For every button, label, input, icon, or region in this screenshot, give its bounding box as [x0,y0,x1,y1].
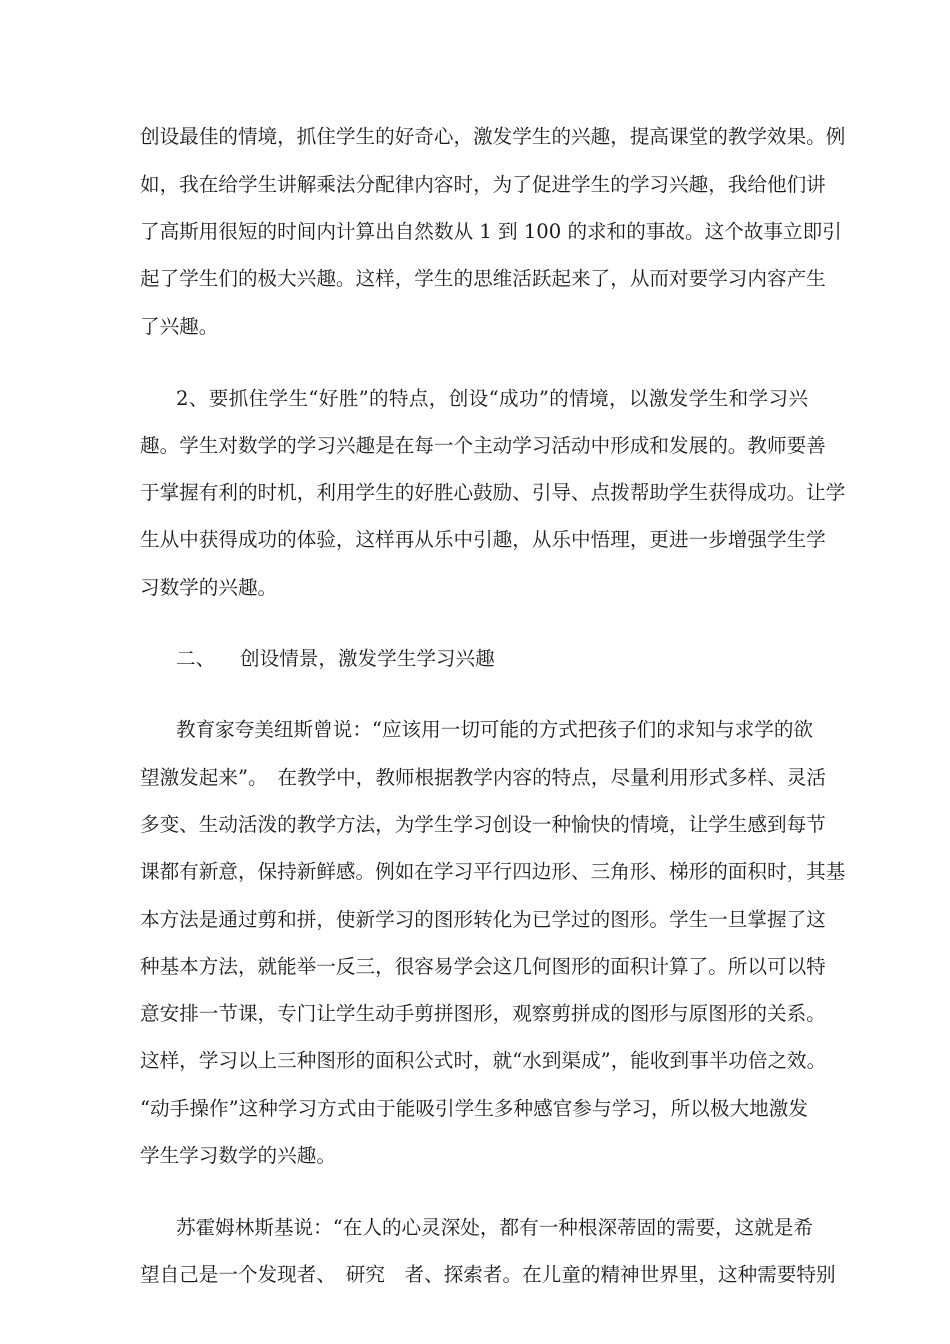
text-line: 本方法是通过剪和拼，使新学习的图形转化为已学过的图形。学生一旦掌握了这 [140,908,826,931]
section-title: 创设情景，激发学生学习兴趣 [240,647,495,670]
text-line: 了兴趣。 [140,315,219,338]
text-line: 教育家夸美纽斯曾说：“应该用一切可能的方式把孩子们的求知与求学的欲 [176,718,814,741]
text-line: 了高斯用很短的时间内计算出自然数从 1 到 100 的求和的事故。这个故事立即引 [140,220,842,243]
section-heading [176,644,495,674]
text-line: 这样，学习以上三种图形的面积公式时，就“水到渠成”，能收到事半功倍之效。 [140,1049,827,1072]
text-line: 多变、生动活泼的教学方法，为学生学习创设一种愉快的情境，让学生感到每节 [140,813,826,836]
text-line: 如，我在给学生讲解乘法分配律内容时，为了促进学生的学习兴趣，我给他们讲 [140,173,826,196]
text-line: “动手操作”这种学习方式由于能吸引学生多种感官参与学习，所以极大地激发 [140,1097,808,1120]
text-line: 生从中获得成功的体验，这样再从乐中引趣，从乐中悟理，更进一步增强学生学 [140,528,826,551]
text-line: 趣。学生对数学的学习兴趣是在每一个主动学习活动中形成和发展的。教师要善 [140,434,826,457]
text-line: 苏霍姆林斯基说：“在人的心灵深处，都有一种根深蒂固的需要，这就是希 [176,1216,814,1239]
text-line: 望激发起来”。 在教学中，教师根据教学内容的特点，尽量利用形式多样、灵活 [140,766,826,789]
text-line: 种基本方法，就能举一反三，很容易学会这几何图形的面积计算了。所以可以特 [140,955,826,978]
section-number: 二、 [176,647,216,670]
text-line: 学生学习数学的兴趣。 [140,1144,336,1167]
text-line: 望自己是一个发现者、 研究 者、探索者。在儿童的精神世界里，这种需要特别 [140,1263,836,1286]
text-line: 习数学的兴趣。 [140,576,278,599]
text-line: 意安排一节课，专门让学生动手剪拼图形，观察剪拼成的图形与原图形的关系。 [140,1002,826,1025]
text-line: 创设最佳的情境，抓住学生的好奇心，激发学生的兴趣，提高课堂的教学效果。例 [140,125,846,148]
text-line: 2、要抓住学生“好胜”的特点，创设“成功”的情境，以激发学生和学习兴 [176,387,808,410]
text-line: 于掌握有利的时机，利用学生的好胜心鼓励、引导、点拨帮助学生获得成功。让学 [140,481,846,504]
text-line: 起了学生们的极大兴趣。这样，学生的思维活跃起来了，从而对要学习内容产生 [140,267,826,290]
text-line: 课都有新意，保持新鲜感。例如在学习平行四边形、三角形、梯形的面积时，其基 [140,860,846,883]
